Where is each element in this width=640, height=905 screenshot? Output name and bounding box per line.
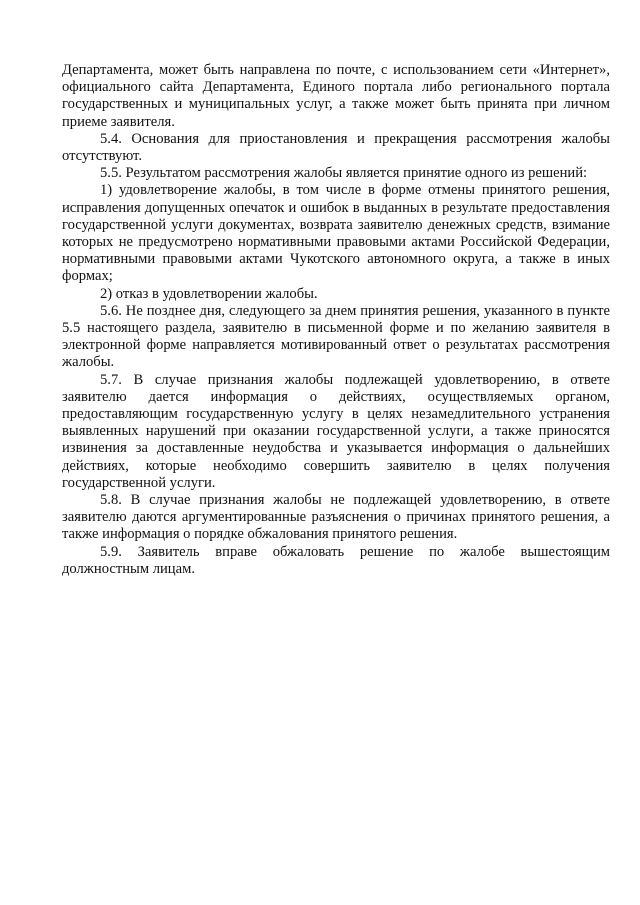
paragraph-5-4: 5.4. Основания для приостановления и прекращения рассмотрения жалобы отсутствуют. (62, 130, 610, 165)
paragraph-5-5-item-2: 2) отказ в удовлетворении жалобы. (100, 285, 318, 302)
paragraph-5-5: 5.5. Результатом рассмотрения жалобы является принятие одного из решений: (100, 165, 588, 182)
paragraph-5-9: 5.9. Заявитель вправе обжаловать решение по жалобе вышестоящим должностным лицам. (62, 543, 610, 577)
document-page (62, 62, 610, 578)
paragraph-5-6: 5.6. Не позднее дня, следующего за днем принятия решения, указанного в пункте 5.5 настоящего раздела, заявителю в письменной форме и по желанию заявителя в электронной форме направляется мотивированный ответ о результатах рассмотрения жалобы. (62, 302, 610, 371)
paragraph-5-8: 5.8. В случае признания жалобы не подлежащей удовлетворению, в ответе заявителю даются аргументированные разъяснения о причинах принятого решения, а также информация о порядке обжалования принятого решения. (62, 492, 610, 543)
paragraph-continuation: Департамента, может быть направлена по почте, с использованием сети «Интернет», официального сайта Департамента, Единого портала либо регионального портала государственных и муниципальных услуг, а также может быть принята при личном приеме заявителя. (62, 62, 610, 130)
paragraph-5-5-item-1: 1) удовлетворение жалобы, в том числе в форме отмены принятого решения, исправления допущенных опечаток и ошибок в выданных в результате предоставления государственной услуги документах, возврата заявителю денежных средств, взимание которых не предусмотрено нормативными правовыми актами Российской Федерации, нормативными правовыми актами Чукотского автономного округа, а также в иных формах; (62, 182, 610, 285)
paragraph-5-7: 5.7. В случае признания жалобы подлежащей удовлетворению, в ответе заявителю дается информация о действиях, осуществляемых органом, предоставляющим государственную услугу в целях незамедлительного устранения выявленных нарушений при оказании государственной услуги, а также приносятся извинения за доставленные неудобства и указывается информация о дальнейших действиях, которые необходимо совершить заявителю в целях получения государственной услуги. (62, 371, 610, 491)
